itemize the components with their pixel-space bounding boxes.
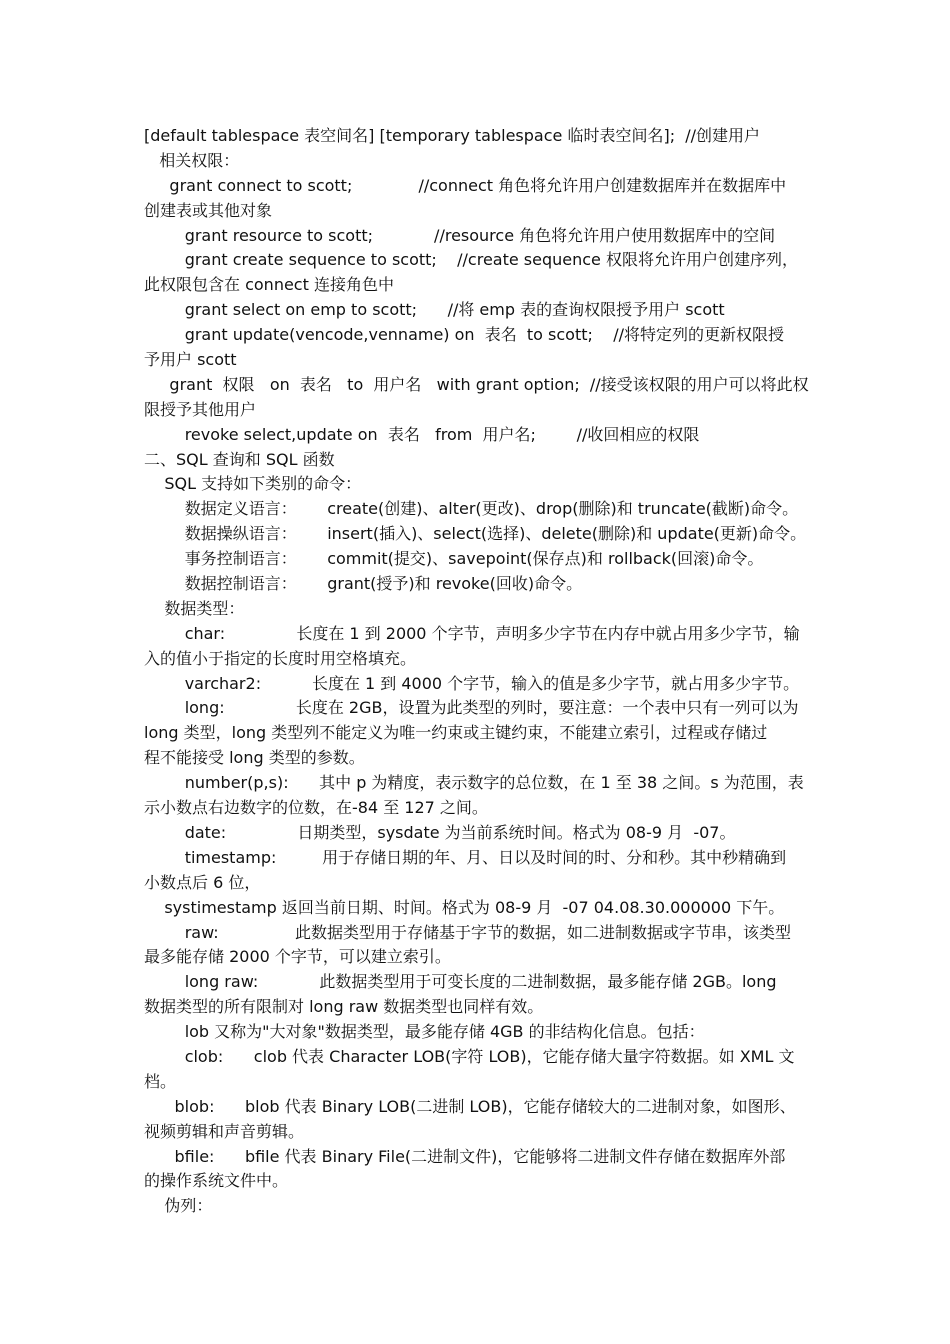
text-line: 数据类型：: [144, 598, 245, 618]
text-line: [default tablespace 表空间名] [temporary tablespace 临时表空间名]; //创建用户: [144, 126, 761, 145]
text-line: 数据类型的所有限制对 long raw 数据类型也同样有效。: [144, 997, 544, 1017]
text-line: grant select on emp to scott; //将 emp 表的查询权限授予用户 scott: [144, 300, 725, 320]
text-line: grant update(vencode,venname) on 表名 to scott; //将特定列的更新权限授: [144, 325, 785, 345]
text-line: 限授予其他用户: [144, 399, 257, 419]
text-line: 数据控制语言： grant(授予)和 revoke(回收)命令。: [144, 574, 583, 594]
text-line: systimestamp 返回当前日期、时间。格式为 08-9 月 -07 04.08.30.000000 下午。: [144, 897, 785, 917]
text-line: 档。: [144, 1071, 177, 1091]
text-line: raw: 此数据类型用于存储基于字节的数据，如二进制数据或字节串，该类型: [144, 922, 791, 942]
text-line: long 类型，long 类型列不能定义为唯一约束或主键约束，不能建立索引，过程或存储过: [144, 723, 768, 743]
text-line: 的操作系统文件中。: [144, 1171, 289, 1191]
text-line: SQL 支持如下类别的命令：: [144, 474, 362, 494]
text-line: 二、SQL 查询和 SQL 函数: [144, 449, 335, 469]
text-line: date: 日期类型，sysdate 为当前系统时间。格式为 08-9 月 -07。: [144, 822, 736, 842]
text-line: number(p,s): 其中 p 为精度，表示数字的总位数，在 1 至 38 之间。s 为范围，表: [144, 773, 804, 793]
text-line: 创建表或其他对象: [144, 200, 273, 220]
text-line: 小数点后 6 位，: [144, 872, 261, 892]
text-line: 程不能接受 long 类型的参数。: [144, 748, 365, 768]
text-line: varchar2: 长度在 1 到 4000 个字节，输入的值是多少字节，就占用多少字节。: [144, 673, 800, 693]
document-body: [144, 124, 814, 1219]
text-line: clob: clob 代表 Character LOB(字符 LOB)，它能存储大量字符数据。如 XML 文: [144, 1046, 795, 1066]
text-line: long: 长度在 2GB，设置为此类型的列时，要注意：一个表中只有一列可以为: [144, 698, 799, 718]
text-line: bfile: bfile 代表 Binary File(二进制文件)，它能够将二进制文件存储在数据库外部: [144, 1146, 786, 1166]
text-line: 入的值小于指定的长度时用空格填充。: [144, 648, 417, 668]
text-line: 数据定义语言： create(创建)、alter(更改)、drop(删除)和 truncate(截断)命令。: [144, 499, 799, 519]
text-line: 此权限包含在 connect 连接角色中: [144, 275, 394, 295]
text-line: grant connect to scott; //connect 角色将允许用户创建数据库并在数据库中: [144, 175, 787, 195]
text-line: grant create sequence to scott; //create sequence 权限将允许用户创建序列，: [144, 250, 798, 270]
text-line: 伪列：: [144, 1196, 213, 1216]
text-line: 示小数点右边数字的位数，在-84 至 127 之间。: [144, 798, 488, 818]
text-line: revoke select,update on 表名 from 用户名; //收回相应的权限: [144, 424, 700, 444]
text-line: long raw: 此数据类型用于可变长度的二进制数据，最多能存储 2GB。long: [144, 972, 777, 992]
text-line: 相关权限：: [144, 150, 240, 170]
text-line: 最多能存储 2000 个字节，可以建立索引。: [144, 947, 451, 967]
text-line: timestamp: 用于存储日期的年、月、日以及时间的时、分和秒。其中秒精确到: [144, 847, 787, 867]
text-line: 予用户 scott: [144, 350, 237, 370]
text-line: blob: blob 代表 Binary LOB(二进制 LOB)，它能存储较大的二进制对象，如图形、: [144, 1096, 796, 1116]
text-line: char: 长度在 1 到 2000 个字节，声明多少字节在内存中就占用多少字节，输: [144, 623, 800, 643]
text-line: 数据操纵语言： insert(插入)、select(选择)、delete(删除)和 update(更新)命令。: [144, 524, 807, 544]
text-line: grant resource to scott; //resource 角色将允许用户使用数据库中的空间: [144, 225, 776, 245]
text-line: 事务控制语言： commit(提交)、savepoint(保存点)和 rollback(回滚)命令。: [144, 549, 764, 569]
text-line: lob 又称为"大对象"数据类型，最多能存储 4GB 的非结构化信息。包括：: [144, 1022, 705, 1042]
text-line: 视频剪辑和声音剪辑。: [144, 1121, 305, 1141]
text-line: grant 权限 on 表名 to 用户名 with grant option; //接受该权限的用户可以将此权: [144, 374, 809, 394]
